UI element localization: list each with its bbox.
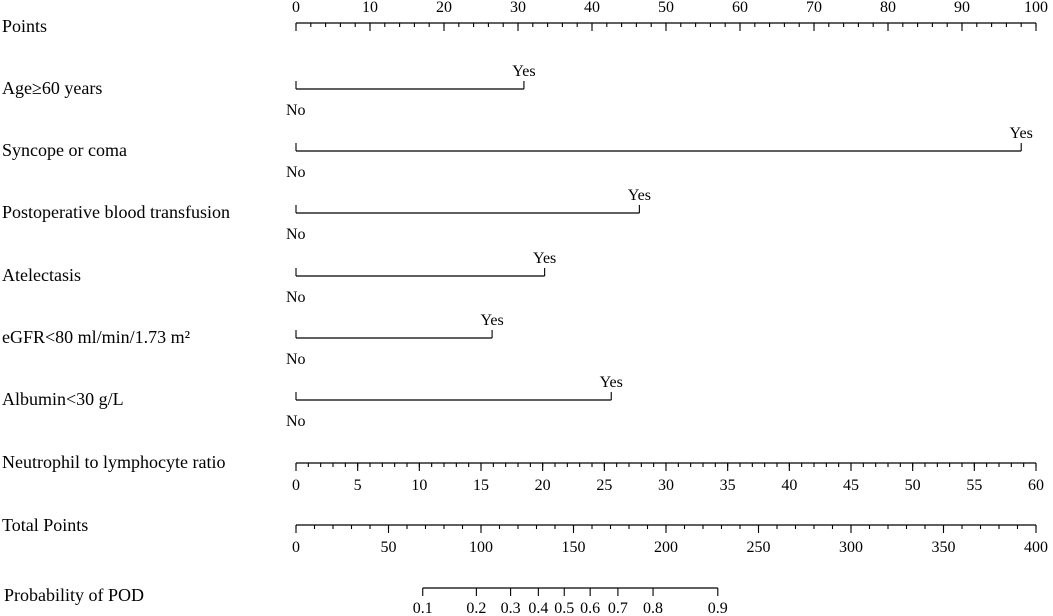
predictor-5-label: eGFR<80 ml/min/1.73 m² [2, 327, 191, 347]
predictor-5-high-label: Yes [480, 312, 504, 329]
points-axis-tick-label: 80 [880, 0, 896, 16]
predictor-3-label: Postoperative blood transfusion [2, 202, 230, 222]
nlr-tick-label: 35 [719, 477, 736, 494]
points-axis-tick-label: 60 [732, 0, 748, 16]
probability-tick-label: 0.8 [643, 600, 664, 616]
nlr-tick-label: 55 [966, 477, 983, 494]
predictor-6-high-label: Yes [599, 374, 623, 391]
predictor-4-label: Atelectasis [2, 265, 81, 285]
probability-tick-label: 0.4 [528, 600, 549, 616]
predictor-6-label: Albumin<30 g/L [2, 389, 124, 409]
predictor-2-low-label: No [286, 164, 306, 181]
total-points-tick-label: 100 [469, 539, 493, 556]
predictor-5-low-label: No [286, 351, 306, 368]
nlr-tick-label: 10 [411, 477, 428, 494]
nlr-tick-label: 0 [292, 477, 300, 494]
total-points-tick-label: 250 [746, 539, 771, 556]
predictor-2-high-label: Yes [1009, 125, 1033, 142]
nlr-tick-label: 50 [904, 477, 921, 494]
probability-tick-label: 0.6 [580, 600, 601, 616]
points-axis-tick-label: 100 [1024, 0, 1048, 16]
points-axis-tick-label: 90 [954, 0, 970, 16]
total-points-tick-label: 200 [654, 539, 678, 556]
predictor-2-label: Syncope or coma [2, 140, 127, 160]
nlr-tick-label: 45 [843, 477, 859, 494]
total-points-tick-label: 350 [931, 539, 956, 556]
probability-tick-label: 0.3 [500, 600, 521, 616]
nlr-tick-label: 5 [353, 477, 362, 494]
points-axis-tick-label: 30 [510, 0, 526, 16]
predictor-3-high-label: Yes [627, 187, 652, 204]
predictor-4-high-label: Yes [532, 250, 557, 267]
points-axis-tick-label: 20 [436, 0, 452, 16]
total-points-tick-label: 150 [561, 539, 586, 556]
total-points-tick-label: 300 [839, 539, 863, 556]
nlr-label: Neutrophil to lymphocyte ratio [2, 452, 226, 472]
row-labels [2, 16, 230, 605]
predictor-6-low-label: No [286, 413, 306, 430]
points-axis-tick-label: 10 [362, 0, 378, 16]
total-points-title: Total Points [2, 515, 89, 535]
probability-tick-label: 0.5 [554, 600, 575, 616]
nlr-tick-label: 30 [658, 477, 674, 494]
probability-tick-label: 0.1 [412, 600, 433, 616]
points-axis-title: Points [2, 16, 48, 36]
points-axis-tick-label: 50 [658, 0, 674, 16]
predictor-4-low-label: No [286, 289, 306, 306]
nlr-tick-label: 60 [1028, 477, 1044, 494]
nlr-tick-label: 25 [596, 477, 613, 494]
total-points-tick-label: 0 [292, 539, 300, 556]
probability-title: Probability of POD [4, 585, 145, 605]
points-axis-tick-label: 40 [584, 0, 600, 16]
nlr-tick-label: 20 [534, 477, 551, 494]
total-points-tick-label: 50 [380, 539, 397, 556]
probability-tick-label: 0.7 [607, 600, 628, 616]
total-points-tick-label: 400 [1024, 539, 1048, 556]
predictor-1-label: Age≥60 years [2, 78, 103, 98]
predictor-1-high-label: Yes [512, 63, 536, 80]
predictor-1-low-label: No [286, 102, 306, 119]
probability-tick-label: 0.2 [466, 600, 487, 616]
points-axis-tick-label: 70 [806, 0, 822, 16]
chart-marks [286, 0, 1048, 616]
nlr-tick-label: 40 [781, 477, 798, 494]
probability-tick-label: 0.9 [707, 600, 728, 616]
nlr-tick-label: 15 [473, 477, 489, 494]
predictor-3-low-label: No [286, 226, 306, 243]
points-axis-tick-label: 0 [292, 0, 300, 16]
